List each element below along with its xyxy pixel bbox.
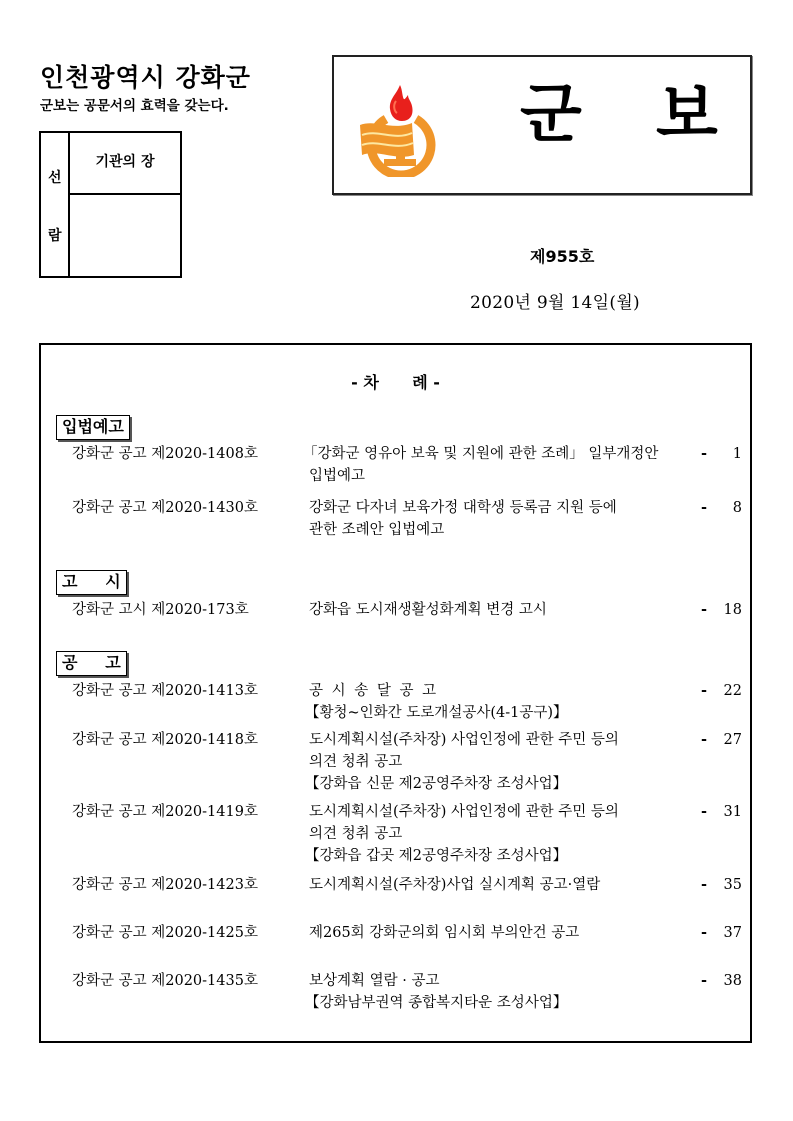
entry-reference: 강화군 공고 제2020-1425호 [72, 925, 258, 941]
entry-line: 도시계획시설(주차장)사업 실시계획 공고·열람 [309, 877, 601, 893]
entry-line: 도시계획시설(주차장) 사업인정에 관한 주민 등의 [309, 804, 619, 820]
leader-dash: - [701, 499, 708, 516]
entry-reference: 강화군 공고 제2020-1419호 [72, 804, 258, 820]
entry-description [303, 443, 697, 487]
page-number: 35 [723, 877, 742, 893]
entry-line: 【강화남부권역 종합복지타운 조성사업】 [305, 995, 568, 1011]
entry-description [309, 497, 697, 541]
section-label-legislative-notice: 입법예고 [56, 415, 130, 440]
entry-description [309, 922, 697, 944]
entry-line: 강화읍 도시재생활성화계획 변경 고시 [309, 602, 547, 618]
entry-description [305, 729, 697, 795]
circulation-box [39, 131, 182, 278]
toc-title: - 차 례 - [351, 373, 440, 392]
page-number: 22 [723, 683, 742, 699]
leader-dash: - [701, 876, 708, 893]
entry-line: 【황청~인화간 도로개설공사(4-1공구)】 [305, 705, 568, 721]
entry-line: 도시계획시설(주차장) 사업인정에 관한 주민 등의 [309, 732, 619, 748]
leader-dash: - [701, 803, 708, 820]
circulation-recipient: 기관의 장 [70, 133, 180, 195]
gazette-subtitle: 군보는 공문서의 효력을 갖는다. [40, 98, 229, 114]
entry-reference: 강화군 공고 제2020-1413호 [72, 683, 258, 699]
leader-dash: - [701, 445, 708, 462]
organization-title: 인천광역시 강화군 [40, 63, 251, 92]
entry-line: 제265회 강화군의회 임시회 부의안건 공고 [309, 925, 580, 941]
entry-reference: 강화군 고시 제2020-173호 [72, 602, 249, 618]
entry-description [305, 801, 697, 867]
entry-line: 【강화읍 신문 제2공영주차장 조성사업】 [305, 776, 568, 792]
section-label-announcement: 공 고 [56, 651, 127, 676]
leader-dash: - [701, 972, 708, 989]
leader-dash: - [701, 601, 708, 618]
entry-description [309, 599, 697, 621]
page-number: 8 [732, 500, 742, 516]
circulation-side-label [41, 133, 70, 276]
entry-reference: 강화군 공고 제2020-1408호 [72, 446, 258, 462]
leader-dash: - [701, 924, 708, 941]
gangwha-county-emblem-icon [356, 79, 446, 177]
leader-dash: - [701, 682, 708, 699]
issue-date: 2020년 9월 14일(월) [470, 293, 640, 313]
page-number: 38 [723, 973, 742, 989]
entry-reference: 강화군 공고 제2020-1418호 [72, 732, 258, 748]
entry-line: 관한 조례안 입법예고 [309, 522, 445, 538]
entry-description [309, 874, 697, 896]
entry-line: 강화군 다자녀 보육가정 대학생 등록금 지원 등에 [309, 500, 617, 516]
page-number: 31 [723, 804, 742, 820]
entry-line: 「강화군 영유아 보육 및 지원에 관한 조례」 일부개정안 [303, 446, 659, 462]
table-of-contents [39, 343, 752, 1043]
leader-dash: - [701, 731, 708, 748]
entry-reference: 강화군 공고 제2020-1423호 [72, 877, 258, 893]
page-number: 37 [723, 925, 742, 941]
circulation-label-2: 람 [48, 228, 62, 244]
entry-line: 보상계획 열람 · 공고 [309, 973, 440, 989]
page-number: 18 [723, 602, 742, 618]
entry-line: 의견 청취 공고 [309, 754, 403, 770]
entry-reference: 강화군 공고 제2020-1430호 [72, 500, 258, 516]
entry-reference: 강화군 공고 제2020-1435호 [72, 973, 258, 989]
page-number: 1 [732, 446, 742, 462]
circulation-label-1: 선 [48, 170, 62, 186]
entry-line: 공 시 송 달 공 고 [309, 683, 439, 699]
entry-description [305, 680, 697, 724]
issue-number: 제955호 [530, 247, 595, 266]
section-label-public-notice: 고 시 [56, 570, 127, 595]
masthead [332, 55, 752, 195]
entry-line: 【강화읍 갑곳 제2공영주차장 조성사업】 [305, 848, 568, 864]
entry-description [305, 970, 697, 1014]
entry-line: 입법예고 [309, 468, 366, 484]
masthead-title-char-1: 군 [520, 78, 582, 152]
masthead-title-char-2: 보 [656, 78, 718, 152]
entry-line: 의견 청취 공고 [309, 826, 403, 842]
page-number: 27 [723, 732, 742, 748]
